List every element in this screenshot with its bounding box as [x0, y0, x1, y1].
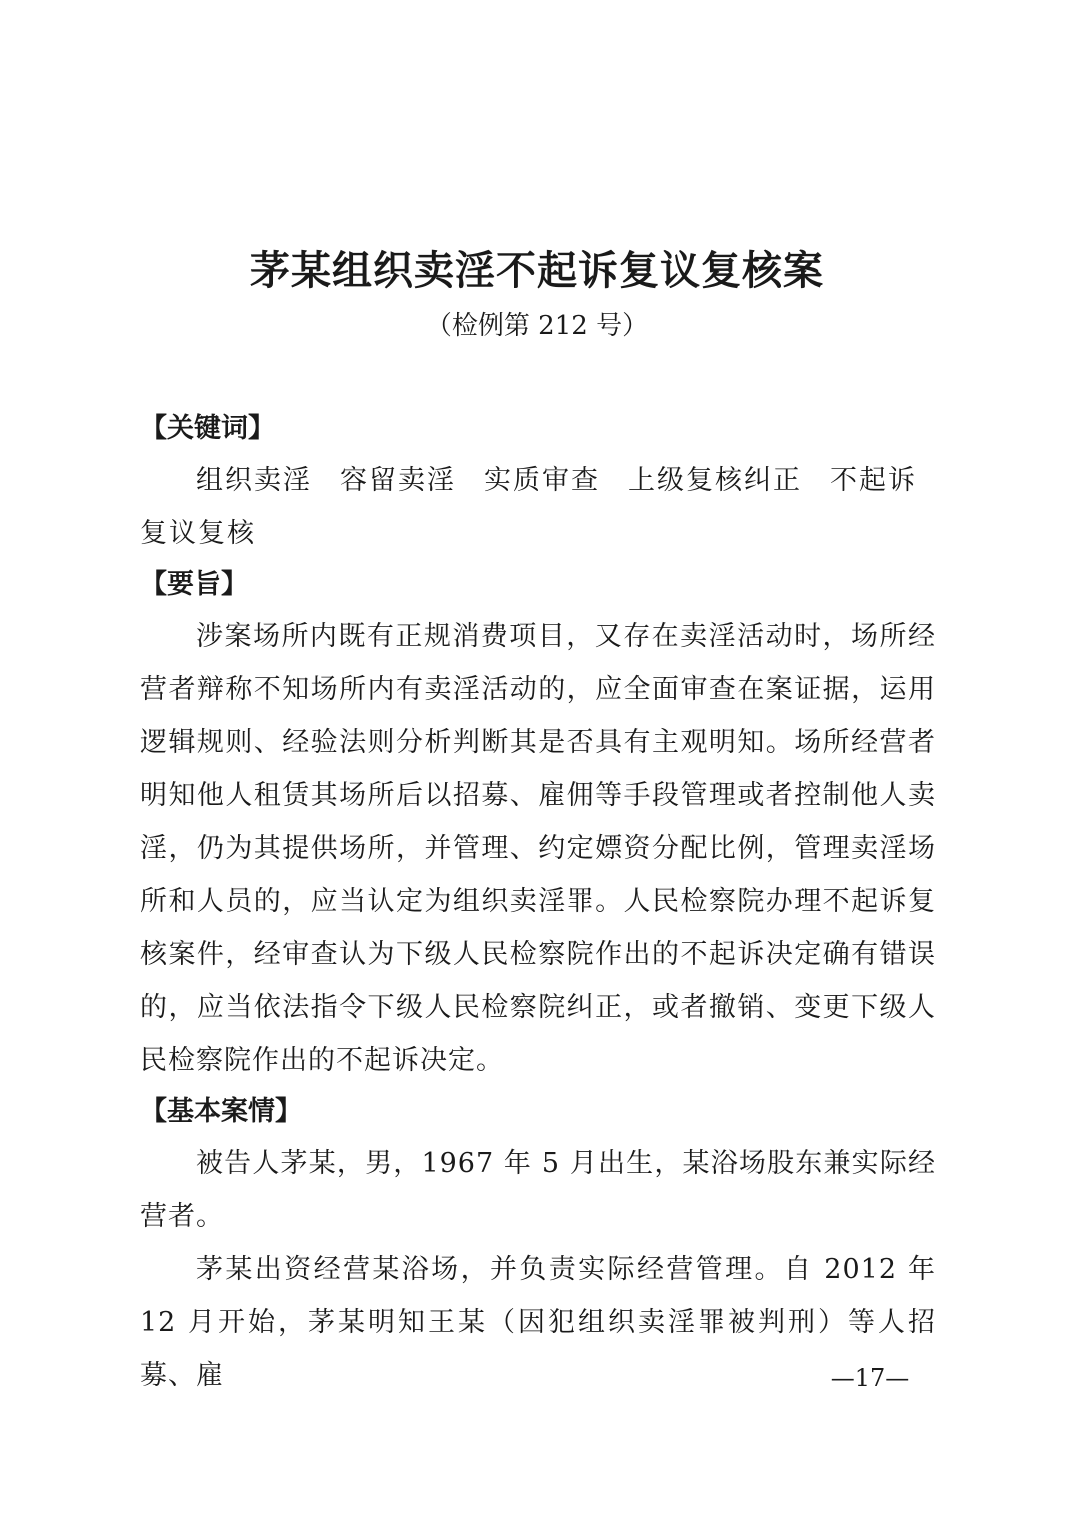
document-body: [140, 404, 936, 1402]
keywords-list: [140, 454, 936, 560]
gist-heading: 【要旨】: [140, 569, 248, 600]
facts-paragraph: 被告人茅某，男，1967 年 5 月出生，某浴场股东兼实际经营者。: [140, 1148, 936, 1232]
keyword-item: 容留卖淫: [340, 465, 456, 496]
facts-heading: 【基本案情】: [140, 1096, 302, 1127]
gist-paragraph: 涉案场所内既有正规消费项目，又存在卖淫活动时，场所经营者辩称不知场所内有卖淫活动的，应全面审查在案证据，运用逻辑规则、经验法则分析判断其是否具有主观明知。场所经营者明知他人租赁其场所后以招募、雇佣等手段管理或者控制他人卖淫，仍为其提供场所，并管理、约定嫖资分配比例，管理卖淫场所和人员的，应当认定为组织卖淫罪。人民检察院办理不起诉复核案件，经审查认为下级人民检察院作出的不起诉决定确有错误的，应当依法指令下级人民检察院纠正，或者撤销、变更下级人民检察院作出的不起诉决定。: [140, 621, 936, 1076]
keyword-item: 实质审查: [484, 465, 600, 496]
keywords-heading: 【关键词】: [140, 413, 275, 444]
keyword-item: 上级复核纠正: [628, 465, 802, 496]
keyword-item: 不起诉复议复核: [140, 465, 917, 549]
page-number: —17—: [830, 1364, 910, 1392]
facts-paragraph: 茅某出资经营某浴场，并负责实际经营管理。自 2012 年 12 月开始，茅某明知王某（因犯组织卖淫罪被判刑）等人招募、雇: [140, 1254, 936, 1391]
keyword-item: 组织卖淫: [196, 465, 312, 496]
case-number: （检例第 212 号）: [425, 311, 649, 341]
document-title: 茅某组织卖淫不起诉复议复核案: [250, 248, 824, 294]
